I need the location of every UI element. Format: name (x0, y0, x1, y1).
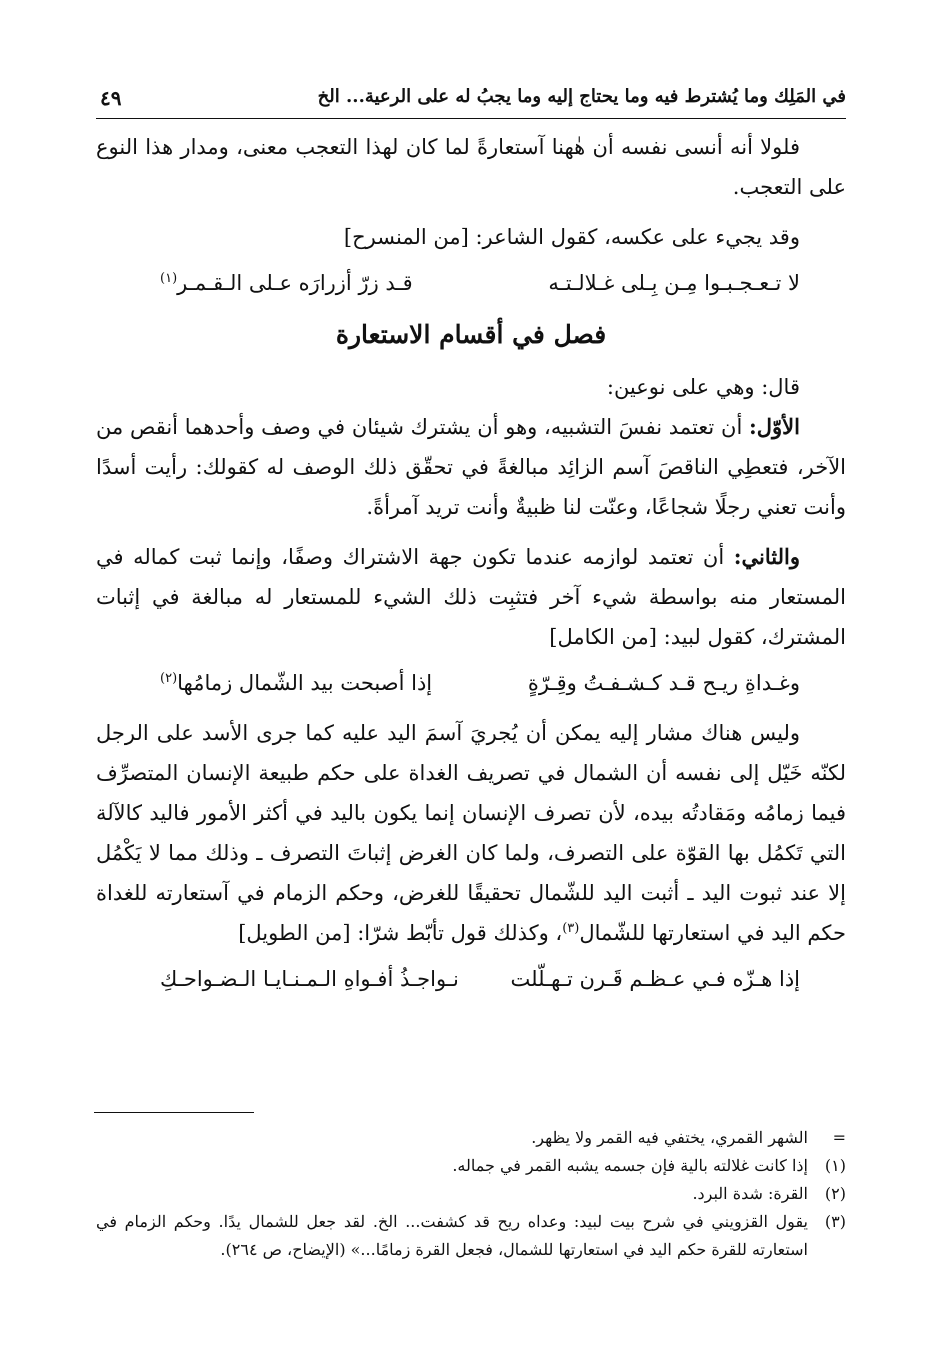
paragraph-explanation (96, 713, 846, 953)
footnote-continuation (96, 1124, 846, 1152)
verse-1 (160, 263, 800, 303)
verse-3 (160, 959, 800, 999)
verse-2-second-hemistich (160, 663, 432, 703)
explanation-text-2: ، وكذلك قول تأبّط شرّا: [من الطويل] (238, 921, 563, 945)
page (96, 78, 846, 1009)
footnote-1 (96, 1152, 846, 1180)
term-first: الأوّل: (749, 414, 800, 439)
second-type-text: أن تعتمد لوازمه عندما تكون جهة الاشتراك وصفًا، وإنما ثبت كماله في المستعار منه بواسطة شيء آخر فتثبِت ذلك الشيء للمستعار له مبالغة في إثبات المشترك، كقول لبيد: [من الكامل] (96, 545, 846, 649)
page-number: ٤٩ (100, 86, 122, 110)
term-second: والثاني: (733, 544, 800, 569)
footnote-mark: = (832, 1128, 846, 1147)
footnote-separator (94, 1112, 254, 1113)
verse-2 (160, 663, 800, 703)
footnote-mark: (٢) (824, 1184, 846, 1203)
footnote-2 (96, 1180, 846, 1208)
verse-3-second-hemistich: نـواجـذُ أفـواهِ الـمـنـايـا الـضـواحـكِ (160, 967, 459, 991)
footnote-text: الشهر القمري، يختفي فيه القمر ولا يظهر. (531, 1128, 808, 1147)
footnote-text: القرة: شدة البرد. (692, 1184, 808, 1203)
page-header (96, 78, 846, 119)
verse-3-first-hemistich: إذا هـزّه فـي عـظـم قَـرن تـهـلّلت (510, 967, 800, 991)
footnote-text: إذا كانت غلالته بالية فإن جسمه يشبه القمر في جماله. (452, 1156, 808, 1175)
footnote-mark: (١) (824, 1156, 846, 1175)
page-body (96, 119, 846, 999)
paragraph-3: قال: وهي على نوعين: (606, 375, 800, 399)
verse-1-second-text: قـد زرّ أزرارَه عـلى الـقـمـر (177, 271, 413, 295)
verse-1-first-hemistich: لا تـعـجـبـوا مِـن بِـلى غـلالـتـه (548, 271, 800, 295)
running-title: في المَلِك وما يُشترط فيه وما يحتاج إليه وما يجبُ له على الرعية... الخ (317, 86, 846, 107)
footnote-ref-1: (١) (160, 271, 178, 286)
paragraph-second-type (96, 537, 846, 657)
verse-2-first-hemistich: وغـداةِ ريـح قـد كـشـفـتُ وقِـرّةٍ (527, 671, 800, 695)
footnotes (96, 1124, 846, 1264)
footnote-text: يقول القزويني في شرح بيت لبيد: وعداه ريح قد كشفت... الخ. لقد جعل للشمال يدًا. وحكم الزمام في استعارته للقرة حكم اليد في استعارتها للشمال، فجعل القرة زمامًا...» (الإيضاح، ص ٢٦٤). (96, 1212, 808, 1259)
first-type-text: أن تعتمد نفسَ التشبيه، وهو أن يشترك شيئان في وصف وأحدهما أنقص من الآخر، فتعطِي الناقصَ آسم الزائِد مبالغةً في تحقّق ذلك الوصف له كقولك: رأيت أسدًا وأنت تعني رجلًا شجاعًا، وعنّت لنا ظبيةٌ وأنت تريد آمرأةً. (96, 415, 846, 519)
footnote-ref-3: (٣) (562, 921, 580, 936)
paragraph-2: وقد يجيء على عكسه، كقول الشاعر: [من المنسرح] (343, 225, 800, 249)
section-heading: فصل في أقسام الاستعارة (335, 320, 607, 349)
paragraph-first-type (96, 407, 846, 527)
explanation-text-1: وليس هناك مشار إليه يمكن أن يُجريَ آسمَ اليد عليه كما جرى الأسد على الرجل لكنّه خَيّل إلى نفسه أن الشمال في تصريف الغداة على حكم طبيعة الإنسان المتصرِّف فيما زمامُه ومَقادتُه بيده، لأن تصرف الإنسان إنما يكون باليد في أكثر الأمور فاليد كالآلة التي تَكمُل بها القوّة على التصرف، ولما كان الغرض إثباتَ التصرف ـ وذلك مما لا يَكْمُل إلا عند ثبوت اليد ـ أثبت اليد للشّمال تحقيقًا للغرض، وحكم الزمام في آستعارته للغداة حكم اليد في استعارتها للشّمال (96, 721, 846, 945)
footnote-3 (96, 1208, 846, 1264)
verse-2-second-text: إذا أصبحت بيد الشّمال زمامُها (177, 671, 433, 695)
verse-1-second-hemistich (160, 263, 413, 303)
footnote-mark: (٣) (824, 1212, 846, 1231)
footnote-ref-2: (٢) (160, 671, 178, 686)
paragraph-1: فلولا أنه أنسى نفسه أن هٰهنا آستعارةً لما كان لهذا التعجب معنى، ومدار هذا النوع على التعجب. (96, 135, 846, 199)
